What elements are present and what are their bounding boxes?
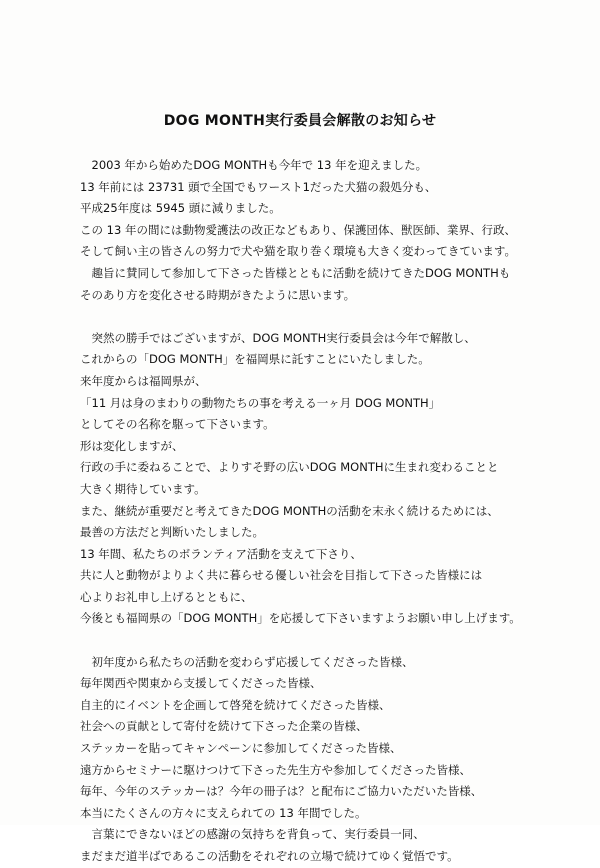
text-line: ステッカーを貼ってキャンペーンに参加してくださった皆様、 [80, 741, 402, 756]
text-line: 13 年前には 23731 頭で全国でもワースト1だった犬猫の殺処分も、 [80, 179, 437, 194]
text-line: 社会への貢献として寄付を続けて下さった企業の皆様、 [80, 719, 368, 734]
text-line: 毎年、今年のステッカーは？今年の冊子は？と配布にご協力いただいた皆様、 [80, 784, 483, 799]
text-line: 来年度からは福岡県が、 [80, 373, 207, 388]
text-line: 平成25年度は 5945 頭に減りました。 [80, 201, 281, 216]
text-line: 初年度から私たちの活動を変わらず応援してくださった皆様、 [80, 654, 414, 669]
text-line: そのあり方を変化させる時期がきたように思います。 [80, 287, 356, 302]
paragraph-dissolution [80, 328, 580, 630]
text-line: また、継続が重要だと考えてきたDOG MONTHの活動を末永く続けるためには、 [80, 503, 499, 518]
text-line: これからの「DOG MONTH」を福岡県に託すことにいたしました。 [80, 352, 430, 367]
document-body [80, 155, 580, 868]
text-line: 13 年間、私たちのボランティア活動を支えて下さり、 [80, 546, 362, 561]
text-line: そして飼い主の皆さんの努力で犬や猫を取り巻く環境も大きく変わってきています。 [80, 244, 516, 259]
text-line: 遠方からセミナーに駆けつけて下さった先生方や参加してくださった皆様、 [80, 762, 471, 777]
text-line: 2003 年から始めたDOG MONTHも今年で 13 年を迎えました。 [80, 158, 428, 172]
text-line: 言葉にできないほどの感謝の気持ちを背負って、実行委員一同、 [80, 827, 425, 842]
text-line: この 13 年の間には動物愛護法の改正などもあり、保護団体、獣医師、業界、行政、 [80, 222, 516, 237]
text-line: 今後とも福岡県の「DOG MONTH」を応援して下さいますようお願い申し上げます。 [80, 611, 521, 626]
text-line: 心よりお礼申し上げるとともに、 [80, 589, 253, 604]
text-line: まだまだ道半ばであるこの活動をそれぞれの立場で続けてゆく覚悟です。 [80, 849, 459, 863]
text-line: 毎年関西や関東から支援してくださった皆様、 [80, 676, 322, 691]
text-line: としてその名称を駆って下さいます。 [80, 417, 275, 432]
text-line: 本当にたくさんの方々に支えられての 13 年間でした。 [80, 805, 367, 820]
paragraph-thanks [80, 652, 580, 868]
paragraph-history [80, 155, 580, 306]
text-line: 大きく期待しています。 [80, 481, 206, 496]
text-line: 突然の勝手ではございますが、DOG MONTH実行委員会は今年で解散し、 [80, 330, 476, 345]
document-title: DOG MONTH実行委員会解散のお知らせ [163, 113, 437, 129]
text-line: 最善の方法だと判断いたしました。 [80, 525, 264, 540]
text-line: 形は変化しますが、 [80, 438, 184, 453]
text-line: 「11 月は身のまわりの動物たちの事を考える一ヶ月 DOG MONTH」 [80, 395, 441, 410]
text-line: 趣旨に賛同して参加して下さった皆様とともに活動を続けてきたDOG MONTHも [80, 265, 511, 280]
text-line: 共に人と動物がよりよく共に暮らせる優しい社会を目指して下さった皆様には [80, 568, 483, 583]
text-line: 行政の手に委ねることで、よりすそ野の広いDOG MONTHに生まれ変わることと [80, 460, 499, 475]
text-line: 自主的にイベントを企画して啓発を続けてくださった皆様、 [80, 697, 391, 712]
